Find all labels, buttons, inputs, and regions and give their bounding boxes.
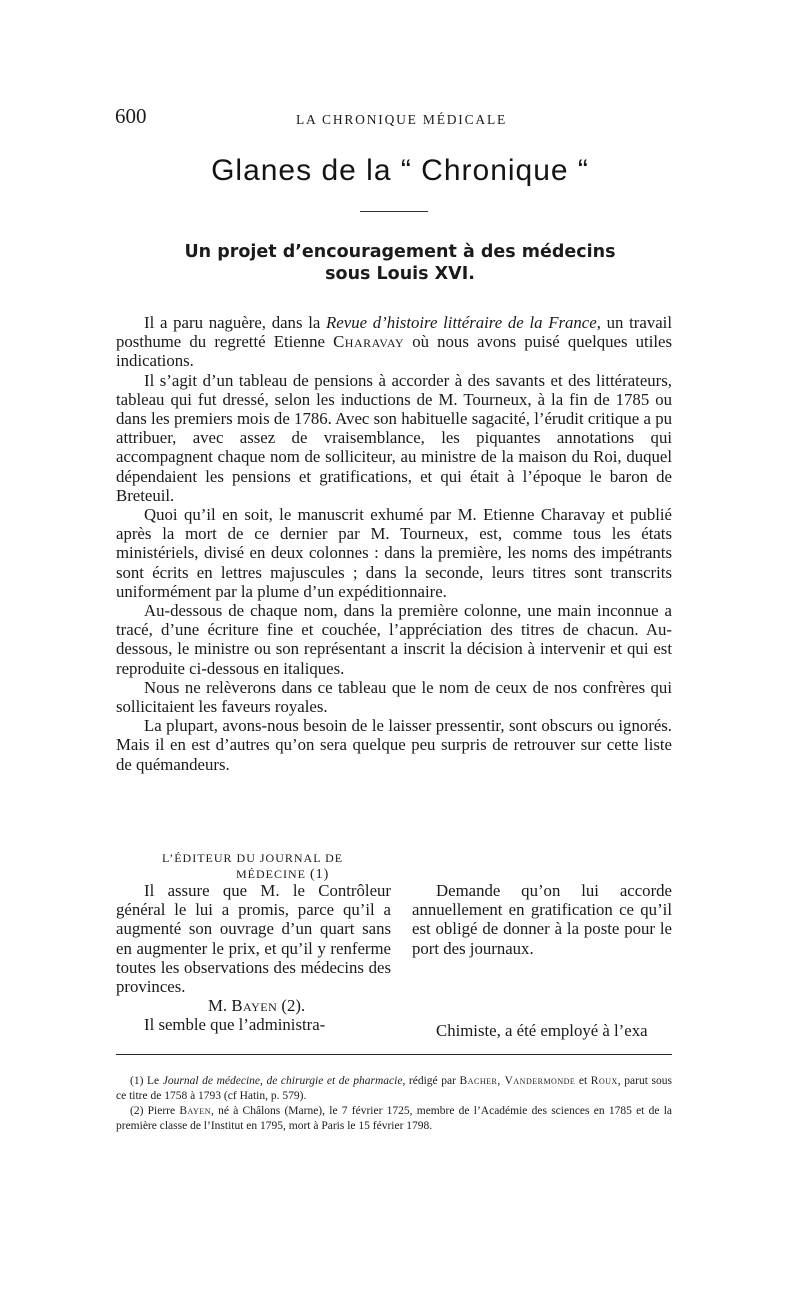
entry-heading-word: MÉDECINE (236, 867, 306, 881)
article-body (116, 313, 672, 774)
left-column (116, 881, 391, 1035)
footnote-1-text-a: (1) Le (130, 1075, 163, 1087)
entry-name: Bayen (231, 996, 278, 1016)
footnote-1-text-d: , parut sous ce titre de 1758 à 1793 (cf Hatin, p. 579). (116, 1075, 672, 1102)
title-rule (360, 211, 428, 212)
paragraph-4: Au-dessous de chaque nom, dans la première colonne, une main inconnue a tracé, d’une écriture fine et couchée, l’appréciation des titres de chacun. Au-dessous, le ministre ou son représentant a inscrit la décision à intervenir et qui est reproduite ci-dessous en italiques. (116, 601, 672, 678)
right-column-paragraph-2: Chimiste, a été employé à l’exa (436, 1021, 648, 1040)
paragraph-5: Nous ne relèverons dans ce tableau que le nom de ceux de nos confrères qui sollicitaient les faveurs royales. (116, 677, 672, 717)
right-column (412, 881, 672, 1040)
entry-name-bayen (116, 996, 391, 1015)
footnote-1-names: Bacher, Vandermonde (459, 1075, 576, 1087)
left-column-paragraph-2: Il semble que l’administra- (144, 1015, 326, 1035)
footnote-1-name-roux: Roux (590, 1075, 618, 1087)
subtitle-line-2: sous Louis XVI. (325, 264, 475, 284)
entry-name-prefix: M. (208, 996, 232, 1016)
author-name-charavay: Charavay (333, 332, 405, 352)
running-head: LA CHRONIQUE MÉDICALE (296, 112, 508, 127)
footnote-2-text-a: (2) Pierre (130, 1105, 180, 1117)
footnote-1-text-c: et (575, 1075, 591, 1087)
revue-title-italic: Revue d’histoire littéraire de la France (326, 313, 597, 332)
paragraph-1-text-a: Il a paru naguère, dans la (144, 313, 327, 332)
footnote-ref-2: (2). (277, 996, 306, 1016)
footnotes (116, 1074, 672, 1134)
journal-title-italic: Journal de médecine, de chirurgie et de pharmacie (162, 1075, 403, 1087)
article-subtitle (140, 241, 660, 285)
paragraph-1-text-c: où nous avons puisé quelques utiles indications. (116, 332, 672, 371)
footnote-2-text-b: , né à Châlons (Marne), le 7 février 1725, membre de l’Académie des sciences en 1785 et de la première classe de l’Institut en 1795, mort à Paris le 15 février 1798. (116, 1105, 672, 1132)
paragraph-6: La plupart, avons-nous besoin de le laisser pressentir, sont obscurs ou ignorés. Mais il en est d’autres qu’on sera quelque peu surpris de retrouver sur cette liste de quémandeurs. (116, 716, 672, 774)
paragraph-1-text-b: , un travail posthume du regretté Etienne (116, 313, 672, 352)
footnote-2 (116, 1104, 672, 1134)
page-number: 600 (115, 104, 147, 128)
footnote-ref-1: (1) (310, 867, 330, 882)
footnote-1 (116, 1074, 672, 1104)
paragraph-2: Il s’agit d’un tableau de pensions à accorder à des savants et des littérateurs, tableau qui fut dressé, selon les inductions de M. Tourneux, à la fin de 1785 ou dans les premiers mois de 1786. Avec son habituelle sagacité, l’érudit critique a pu attribuer, avec assez de vraisemblance, les piquantes annotations qui accompagnent chaque nom de solliciteur, au ministre de la maison du Roi, duquel dépendaient les pensions et gratifications, et qui était à l’époque le baron de Breteuil. (116, 370, 672, 505)
entry-heading-line-1: L’ÉDITEUR DU JOURNAL DE (162, 851, 344, 865)
entry-heading (116, 850, 391, 883)
paragraph-1 (116, 313, 672, 371)
footnote-1-text-b: , rédigé par (402, 1075, 460, 1087)
right-column-paragraph-1: Demande qu’on lui accorde annuellement en gratification ce qu’il est obligé de donner à la poste pour le port des journaux. (412, 881, 672, 958)
footnote-rule (116, 1054, 672, 1055)
paragraph-3: Quoi qu’il en soit, le manuscrit exhumé par M. Etienne Charavay et publié après la mort de ce dernier par M. Tourneux, est, comme tous les états ministériels, divisé en deux colonnes : dans la première, les noms des impétrants sont écrits en lettres majuscules ; dans la seconde, leurs titres sont transcrits uniformément par la plume d’un expéditionnaire. (116, 505, 672, 601)
footnote-2-name: Bayen (179, 1105, 211, 1117)
article-title: Glanes de la “ Chronique “ (211, 154, 589, 187)
subtitle-line-1: Un projet d’encouragement à des médecins (184, 242, 616, 262)
left-column-paragraph-1: Il assure que M. le Contrôleur général le lui a promis, parce qu’il a augmenté son ouvrage d’un quart sans en augmenter le prix, et qu’il y renferme toutes les observations des médecins des provinces. (116, 881, 391, 997)
